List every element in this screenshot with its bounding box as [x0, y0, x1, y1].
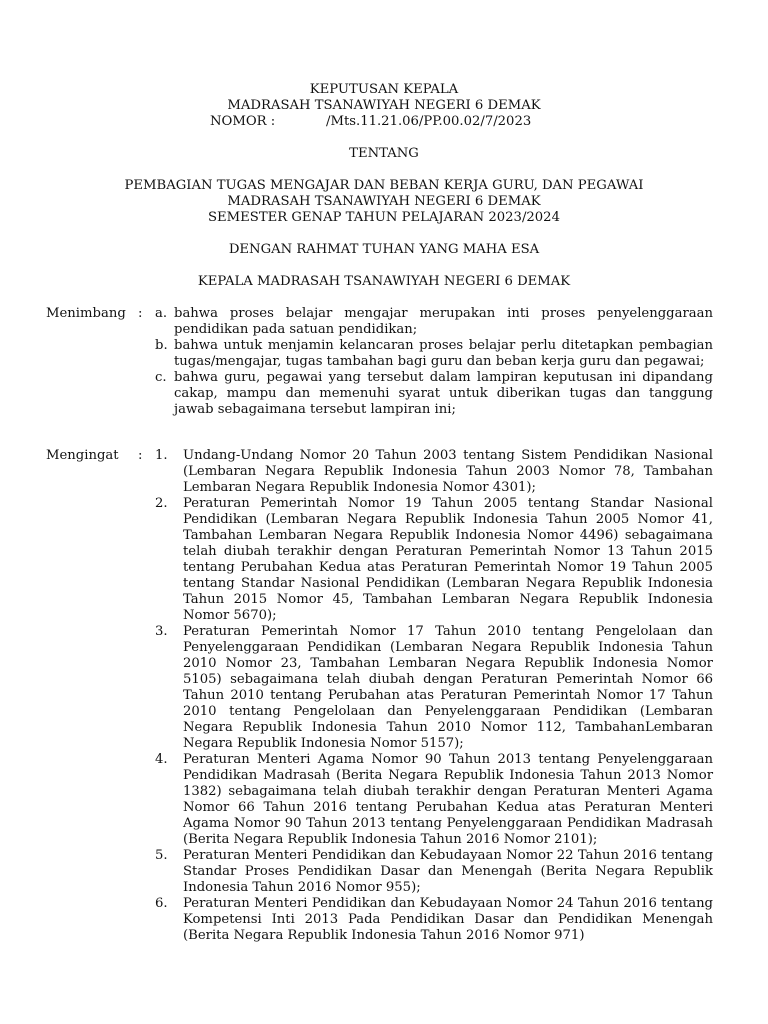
tentang-label: TENTANG [349, 146, 419, 161]
item-marker: b. [155, 338, 168, 353]
considering-item-a [0, 306, 768, 338]
decree-number-label: NOMOR : [210, 114, 276, 129]
item-text: Peraturan Menteri Pendidikan dan Kebudayaan Nomor 24 Tahun 2016 tentang Kompetensi Inti 2013 Pada Pendidikan Dasar dan Pendidikan Menengah (Berita Negara Republik Indonesia Tahun 2016 Nomor 971) [183, 896, 713, 943]
referring-section [0, 448, 768, 944]
considering-label: Menimbang [46, 306, 126, 321]
item-marker: 6. [155, 896, 168, 911]
referring-item-1 [0, 448, 768, 496]
decree-heading [0, 82, 768, 290]
item-marker: a. [155, 306, 168, 321]
item-marker: 1. [155, 448, 168, 463]
decree-title-line-1: KEPUTUSAN KEPALA [309, 82, 459, 97]
item-text: Peraturan Menteri Agama Nomor 90 Tahun 2013 tentang Penyelenggaraan Pendidikan Madrasah (Berita Negara Republik Indonesia Tahun 2013 Nomor 1382) sebagaimana telah diubah terakhir dengan Peraturan Menteri Agama Nomor 66 Tahun 2016 tentang Perubahan Kedua atas Peraturan Menteri Agama Nomor 90 Tahun 2013 tentang Penyelenggaraan Pendidikan Madrasah (Berita Negara Republik Indonesia Tahun 2016 Nomor 2101); [183, 752, 713, 847]
issuing-authority: KEPALA MADRASAH TSANAWIYAH NEGERI 6 DEMAK [197, 274, 571, 289]
item-text: Peraturan Pemerintah Nomor 19 Tahun 2005 tentang Standar Nasional Pendidikan (Lembaran Negara Republik Indonesia Tahun 2005 Nomor 41, Tambahan Lembaran Negara Republik Indonesia Nomor 4496) sebagaimana telah diubah terakhir dengan Peraturan Pemerintah Nomor 13 Tahun 2015 tentang Perubahan Kedua atas Peraturan Pemerintah Nomor 19 Tahun 2005 tentang Standar Nasional Pendidikan (Lembaran Negara Republik Indonesia Tahun 2015 Nomor 45, Tambahan Lembaran Negara Republik Indonesia Nomor 5670); [183, 496, 713, 623]
item-text: Undang-Undang Nomor 20 Tahun 2003 tentang Sistem Pendidikan Nasional (Lembaran Negara Republik Indonesia Tahun 2003 Nomor 78, Tambahan Lembaran Negara Republik Indonesia Nomor 4301); [183, 448, 713, 495]
decree-subject-line-1: PEMBAGIAN TUGAS MENGAJAR DAN BEBAN KERJA GURU, DAN PEGAWAI [124, 178, 644, 193]
item-text: bahwa proses belajar mengajar merupakan inti proses penyelenggaraan pendidikan pada satuan pendidikan; [174, 306, 713, 337]
item-marker: c. [155, 370, 167, 385]
referring-item-6 [0, 896, 768, 944]
item-marker: 4. [155, 752, 168, 767]
item-marker: 2. [155, 496, 168, 511]
referring-item-4 [0, 752, 768, 848]
item-text: Peraturan Pemerintah Nomor 17 Tahun 2010 tentang Pengelolaan dan Penyelenggaraan Pendidikan (Lembaran Negara Republik Indonesia Tahun 2010 Nomor 23, Tambahan Lembaran Negara Republik Indonesia Nomor 5105) sebagaimana telah diubah dengan Peraturan Pemerintah Nomor 66 Tahun 2010 tentang Perubahan atas Peraturan Pemerintah Nomor 17 Tahun 2010 tentang Pengelolaan dan Penyelenggaraan Pendidikan (Lembaran Negara Republik Indonesia Tahun 2010 Nomor 112, TambahanLembaran Negara Republik Indonesia Nomor 5157); [183, 624, 713, 751]
considering-section [0, 306, 768, 418]
decree-title-line-2: MADRASAH TSANAWIYAH NEGERI 6 DEMAK [227, 98, 541, 113]
referring-label: Mengingat [46, 448, 119, 463]
item-marker: 5. [155, 848, 168, 863]
decree-number [210, 114, 558, 130]
referring-colon: : [138, 448, 143, 463]
item-text: Peraturan Menteri Pendidikan dan Kebudayaan Nomor 22 Tahun 2016 tentang Standar Proses Pendidikan Dasar dan Menengah (Berita Negara Republik Indonesia Tahun 2016 Nomor 955); [183, 848, 713, 895]
referring-item-2 [0, 496, 768, 624]
decree-subject-line-3: SEMESTER GENAP TAHUN PELAJARAN 2023/2024 [208, 210, 560, 225]
item-text: bahwa untuk menjamin kelancaran proses belajar perlu ditetapkan pembagian tugas/mengajar, tugas tambahan bagi guru dan beban kerja guru dan pegawai; [174, 338, 713, 369]
considering-item-b [0, 338, 768, 370]
considering-colon: : [138, 306, 143, 321]
considering-item-c [0, 370, 768, 418]
item-marker: 3. [155, 624, 168, 639]
referring-item-5 [0, 848, 768, 896]
decree-subject-line-2: MADRASAH TSANAWIYAH NEGERI 6 DEMAK [227, 194, 541, 209]
referring-item-3 [0, 624, 768, 752]
decree-number-value: /Mts.11.21.06/PP.00.02/7/2023 [326, 114, 532, 129]
invocation: DENGAN RAHMAT TUHAN YANG MAHA ESA [228, 242, 540, 257]
item-text: bahwa guru, pegawai yang tersebut dalam lampiran keputusan ini dipandang cakap, mampu dan memenuhi syarat untuk diberikan tugas dan tanggung jawab sebagaimana tersebut lampiran ini; [174, 370, 713, 417]
